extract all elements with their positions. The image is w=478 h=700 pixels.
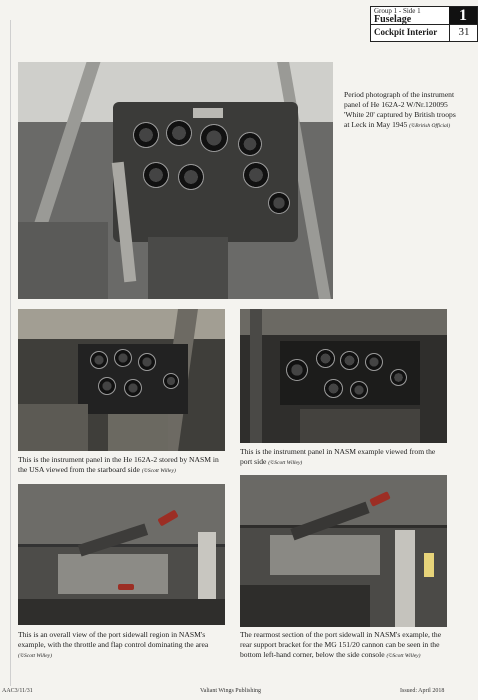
group-label: Group 1 - Side 1	[374, 7, 421, 15]
footer-issued: Issued: April 2018	[400, 688, 445, 694]
section-title: Fuselage	[374, 14, 412, 25]
caption-text: This is the instrument panel in the He 162A-2 stored by NASM in the USA viewed from the starboard side	[18, 455, 219, 474]
caption-text: Period photograph of the instrument panel of He 162A-2 W/Nr.120095 'White 20' captured by British troops at Leck in May 1945	[344, 90, 456, 129]
photo-nasm-panel-starboard	[18, 309, 225, 451]
photo-credit: (©Scott Willey)	[141, 468, 176, 474]
header-group-cell	[371, 7, 450, 25]
page-number: 31	[449, 24, 478, 41]
caption-photo-2	[18, 455, 225, 476]
photo-credit: (©Scott Willey)	[18, 653, 52, 659]
photo-credit: (©British Official)	[409, 123, 451, 129]
caption-photo-3	[240, 447, 447, 468]
photo-credit: (©Scott Willey)	[268, 460, 303, 466]
caption-photo-4	[18, 630, 225, 661]
photo-nasm-panel-port	[240, 309, 447, 443]
photo-period-instrument-panel	[18, 62, 333, 299]
section-header	[370, 6, 478, 42]
caption-text: The rearmost section of the port sidewall in NASM's example, the rear support bracket for the MG 151/20 cannon can be seen in the bottom left-hand corner, below the side console	[240, 630, 442, 659]
photo-port-sidewall	[18, 484, 225, 625]
footer-publisher: Valiant Wings Publishing	[200, 688, 261, 694]
section-number: 1	[449, 7, 477, 25]
photo-credit: (©Scott Willey)	[386, 653, 421, 659]
caption-text: This is the instrument panel in NASM example viewed from the port side	[240, 447, 436, 466]
caption-text: This is an overall view of the port sidewall region in NASM's example, with the throttle and flap control dominating the area	[18, 630, 209, 649]
subsection-title: Cockpit Interior	[374, 27, 438, 37]
caption-photo-1	[344, 90, 462, 131]
photo-rear-port-sidewall	[240, 475, 447, 627]
footer-code: AAC3/11/31	[2, 688, 33, 694]
caption-photo-5	[240, 630, 447, 661]
